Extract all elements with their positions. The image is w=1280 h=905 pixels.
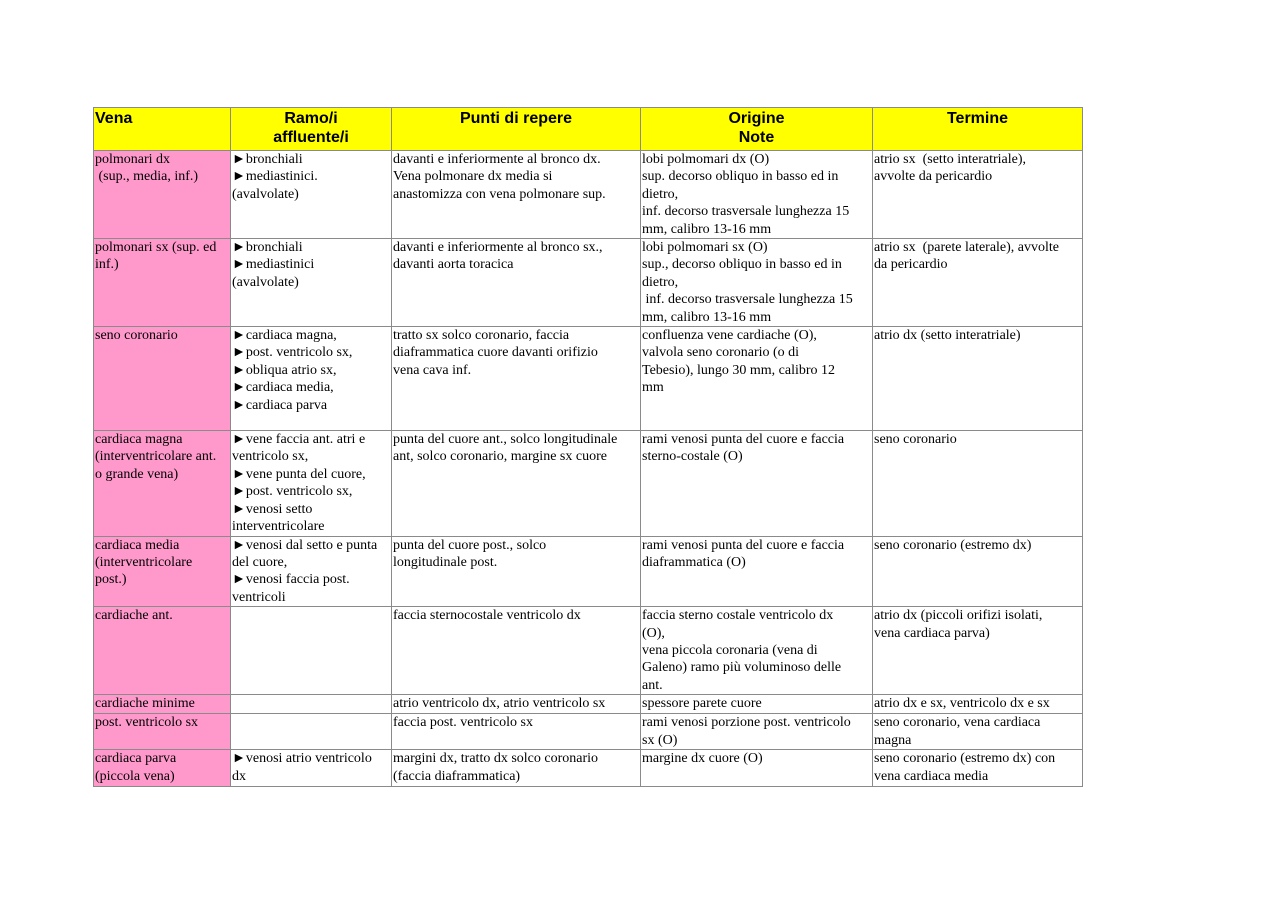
cell-termine [873,327,1083,431]
cell-line: ►cardiaca media, [232,380,334,396]
cell-repere [392,327,641,431]
cell-line: cardiache ant. [95,608,173,624]
table-row [94,151,1083,239]
cell-vena [94,239,231,327]
cell-origine [641,750,873,787]
cell-line: cardiache minime [95,696,195,712]
cell-line: seno coronario (estremo dx) con [874,751,1056,767]
cell-repere [392,239,641,327]
cell-line: ►mediastinici [232,257,315,273]
header-origine-line1: Origine [728,110,785,127]
cell-line: davanti e inferiormente al bronco sx., [393,240,603,256]
header-termine [873,108,1083,151]
cell-line: del cuore, [232,554,288,570]
cell-repere [392,151,641,239]
cell-origine [641,714,873,750]
cell-line: (sup., media, inf.) [95,169,199,185]
cell-line: punta del cuore post., solco [393,537,547,553]
header-termine-label: Termine [946,110,1009,127]
cell-line: seno coronario, vena cardiaca [874,715,1041,731]
cell-rami [231,714,392,750]
cell-line: atrio sx (parete laterale), avvolte [874,240,1060,256]
cell-line: cardiaca magna [95,432,183,448]
cell-line: dietro, [642,274,679,290]
cell-line: margine dx cuore (O) [642,751,763,767]
cell-rami [231,607,392,695]
cell-termine [873,750,1083,787]
cell-line: vena cardiaca parva) [874,625,990,641]
cell-origine [641,695,873,714]
cell-line: atrio dx (setto interatriale) [874,328,1021,344]
cell-line: Tebesio), lungo 30 mm, calibro 12 [642,362,836,378]
header-repere [392,108,641,151]
table-body [94,151,1083,787]
cell-line: lobi polmomari sx (O) [642,240,768,256]
table-header [94,108,1083,151]
cell-vena [94,151,231,239]
header-rami [231,108,392,151]
cell-line: mm [642,380,664,396]
cell-line: diaframmatica (O) [642,554,746,570]
table-row [94,607,1083,695]
cell-line: faccia sterno costale ventricolo dx [642,608,834,624]
cell-line: seno coronario [874,432,957,448]
cell-line: seno coronario [95,328,178,344]
cell-line: (interventricolare [95,554,193,570]
table-row [94,536,1083,607]
cell-line: (O), [642,625,665,641]
cell-line: mm, calibro 13-16 mm [642,309,772,325]
header-row [94,108,1083,151]
cell-repere [392,431,641,536]
header-rami-line1: Ramo/i [284,110,338,127]
cell-line: ►venosi faccia post. [232,572,350,588]
cell-line: ►cardiaca parva [232,397,328,413]
cell-line: davanti aorta toracica [393,257,514,273]
cell-rami [231,239,392,327]
cell-line: ►obliqua atrio sx, [232,362,337,378]
cell-line: sterno-costale (O) [642,449,743,465]
cell-vena [94,607,231,695]
cell-line: ant. [642,677,663,693]
cell-line: lobi polmomari dx (O) [642,152,770,167]
header-vena [94,108,231,151]
cell-line: ►bronchiali [232,240,303,256]
cell-rami [231,431,392,536]
cell-origine [641,607,873,695]
cell-line: ►post. ventricolo sx, [232,345,353,361]
cell-line: sup. decorso obliquo in basso ed in [642,169,839,185]
header-repere-label: Punti di repere [459,110,573,127]
header-origine-line2: Note [738,129,775,146]
cell-vena [94,695,231,714]
cell-origine [641,327,873,431]
cell-line: seno coronario (estremo dx) [874,537,1032,553]
cell-line: anastomizza con vena polmonare sup. [393,186,606,202]
cell-line: vena cava inf. [393,362,472,378]
cell-line: ant, solco coronario, margine sx cuore [393,449,607,465]
cell-line: da pericardio [874,257,948,273]
cell-line: davanti e inferiormente al bronco dx. [393,152,601,167]
cell-rami [231,695,392,714]
cell-line: ►vene punta del cuore, [232,466,366,482]
header-vena-label: Vena [95,110,133,127]
cell-line: atrio ventricolo dx, atrio ventricolo sx [393,696,606,712]
header-origine [641,108,873,151]
table-row [94,695,1083,714]
cell-origine [641,431,873,536]
cell-line: rami venosi punta del cuore e faccia [642,537,845,553]
cell-line: polmonari sx (sup. ed [95,240,217,256]
table-row [94,431,1083,536]
cell-line: dx [232,768,246,784]
cell-line: mm, calibro 13-16 mm [642,221,772,237]
cell-origine [641,536,873,607]
cell-line: faccia sternocostale ventricolo dx [393,608,581,624]
cell-repere [392,536,641,607]
cell-repere [392,750,641,787]
cell-line: atrio dx e sx, ventricolo dx e sx [874,696,1050,712]
cell-line: dietro, [642,186,679,202]
cell-repere [392,695,641,714]
cell-line: ventricolo sx, [232,449,309,465]
cell-rami [231,151,392,239]
cell-line: magna [874,732,912,748]
cell-line: ►venosi atrio ventricolo [232,751,372,767]
cell-vena [94,327,231,431]
cell-line: (faccia diaframmatica) [393,768,521,784]
cell-vena [94,714,231,750]
cell-line: ►mediastinici. [232,169,318,185]
cell-line: inf. decorso trasversale lunghezza 15 [642,292,853,308]
cell-termine [873,607,1083,695]
cell-termine [873,695,1083,714]
cell-line: Vena polmonare dx media si [393,169,553,185]
cell-termine [873,536,1083,607]
cell-line: longitudinale post. [393,554,498,570]
cell-termine [873,239,1083,327]
cell-origine [641,151,873,239]
cell-vena [94,750,231,787]
table-row [94,239,1083,327]
cell-line: (interventricolare ant. [95,449,217,465]
cell-line: (piccola vena) [95,768,175,784]
cell-origine [641,239,873,327]
cell-line: o grande vena) [95,466,179,482]
cell-line: tratto sx solco coronario, faccia [393,328,570,344]
cell-vena [94,536,231,607]
cell-line: diaframmatica cuore davanti orifizio [393,345,598,361]
table-row [94,750,1083,787]
cell-line: post.) [95,572,127,588]
cell-line: rami venosi punta del cuore e faccia [642,432,845,448]
cell-rami [231,536,392,607]
cell-line: Galeno) ramo più voluminoso delle [642,660,842,676]
cell-line: cardiaca media [95,537,180,553]
cell-line: vena piccola coronaria (vena di [642,642,818,658]
cell-line: confluenza vene cardiache (O), [642,328,817,344]
cell-line: ►venosi dal setto e punta [232,537,378,553]
table-row [94,714,1083,750]
cell-repere [392,607,641,695]
header-rami-line2: affluente/i [273,129,349,146]
cell-vena [94,431,231,536]
cell-line: interventricolare [232,519,325,535]
cell-line: valvola seno coronario (o di [642,345,800,361]
cell-line: inf. decorso trasversale lunghezza 15 [642,204,850,220]
cell-line: ►venosi setto [232,501,313,517]
cell-rami [231,327,392,431]
cell-line: polmonari dx [95,152,171,167]
cell-line: rami venosi porzione post. ventricolo [642,715,851,731]
cell-line: margini dx, tratto dx solco coronario [393,751,599,767]
cell-line: avvolte da pericardio [874,169,993,185]
cell-line: vena cardiaca media [874,768,989,784]
cell-termine [873,431,1083,536]
cell-line: post. ventricolo sx [95,715,199,731]
cell-line: ►bronchiali [232,152,303,167]
cell-line: ►vene faccia ant. atri e [232,432,366,448]
cell-line: sx (O) [642,732,678,748]
cell-line: (avalvolate) [232,274,299,290]
cell-line: spessore parete cuore [642,696,762,712]
cell-line: ►post. ventricolo sx, [232,484,353,500]
veins-table [93,107,1083,787]
cell-line: sup., decorso obliquo in basso ed in [642,257,842,273]
cell-termine [873,151,1083,239]
cell-line: (avalvolate) [232,186,299,202]
cell-line: cardiaca parva [95,751,177,767]
cell-repere [392,714,641,750]
cell-line: ►cardiaca magna, [232,328,337,344]
cell-line: ventricoli [232,589,286,605]
cell-line: punta del cuore ant., solco longitudinale [393,432,618,448]
cell-line: atrio sx (setto interatriale), [874,152,1026,167]
cell-line: faccia post. ventricolo sx [393,715,533,731]
table-row [94,327,1083,431]
cell-rami [231,750,392,787]
cell-line: inf.) [95,257,119,273]
cell-termine [873,714,1083,750]
cell-line: atrio dx (piccoli orifizi isolati, [874,608,1043,624]
